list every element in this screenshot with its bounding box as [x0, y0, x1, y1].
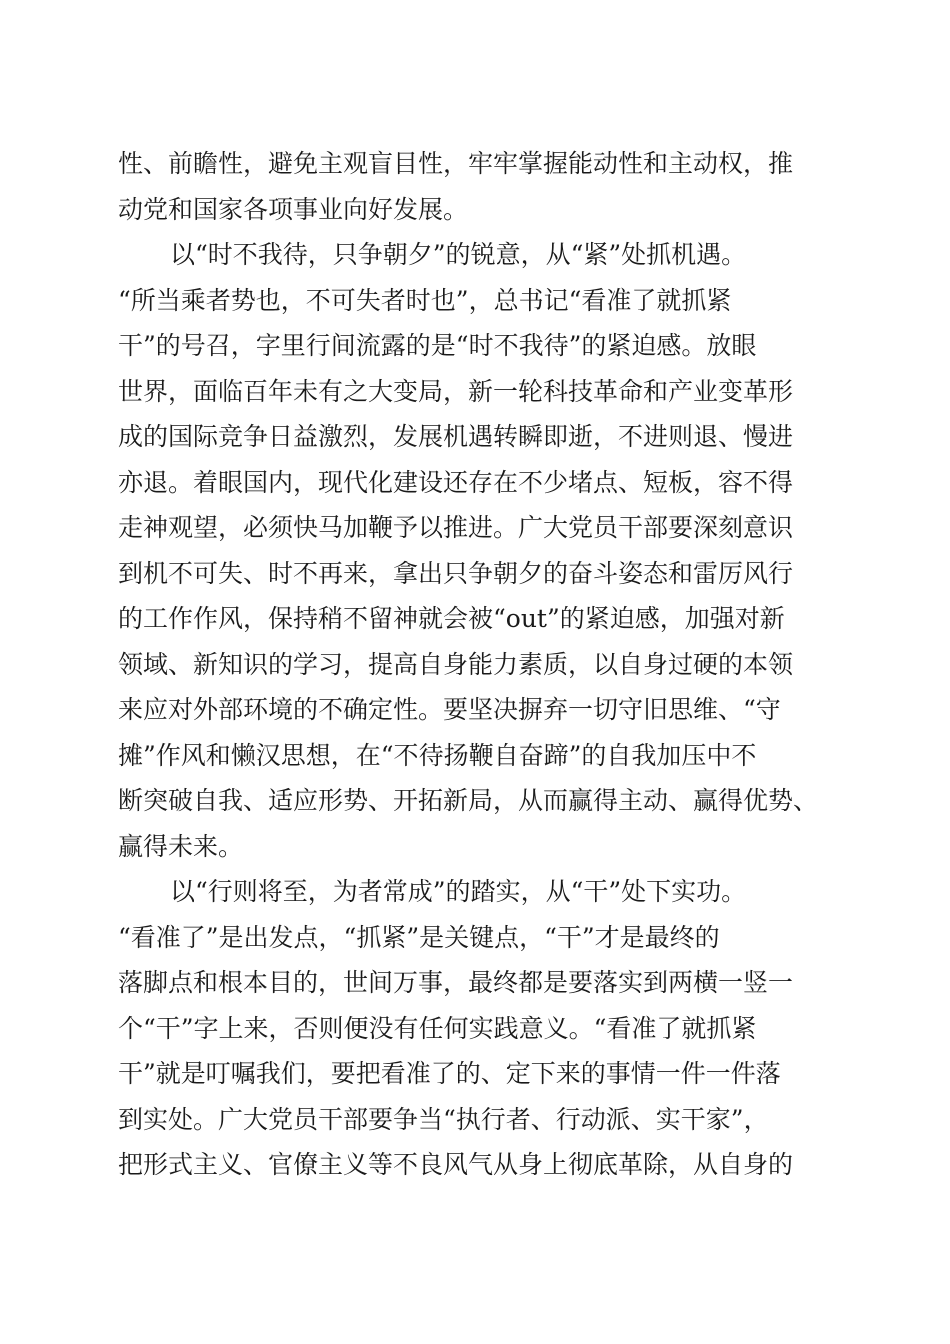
text-line: 把形式主义、官僚主义等不良风气从身上彻底革除，从自身的: [118, 1150, 794, 1179]
text-line: 干”的号召，字里行间流露的是“时不我待”的紧迫感。放眼: [118, 331, 757, 360]
text-line: 领域、新知识的学习，提高自身能力素质，以自身过硬的本领: [118, 649, 794, 679]
text-line: 以“时不我待，只争朝夕”的锐意，从“紧”处抓机遇。: [170, 240, 747, 269]
text-line: 赢得未来。: [118, 831, 244, 861]
text-line: “所当乘者势也，不可失者时也”，总书记“看准了就抓紧: [118, 285, 732, 315]
paragraph-hard-work: [118, 869, 838, 1188]
text-line: 到实处。广大党员干部要争当“执行者、行动派、实干家”，: [118, 1104, 769, 1134]
text-line: 断突破自我、适应形势、开拓新局，从而赢得主动、赢得优势、: [118, 786, 819, 815]
text-line: 干”就是叮嘱我们，要把看准了的、定下来的事情一件一件落: [118, 1059, 781, 1088]
text-line: 个“干”字上来，否则便没有任何实践意义。“看准了就抓紧: [118, 1013, 757, 1043]
text-line: 落脚点和根本目的，世间万事，最终都是要落实到两横一竖一: [118, 968, 794, 997]
paragraph-continuation: [118, 141, 838, 232]
text-line: 亦退。着眼国内，现代化建设还存在不少堵点、短板，容不得: [118, 467, 794, 497]
text-line: “看准了”是出发点，“抓紧”是关键点，“干”才是最终的: [118, 922, 720, 952]
text-line: 来应对外部环境的不确定性。要坚决摒弃一切守旧思维、“守: [118, 695, 781, 724]
paragraph-seize-opportunity: [118, 232, 838, 869]
text-line: 以“行则将至，为者常成”的踏实，从“干”处下实功。: [170, 877, 747, 906]
text-line: 摊”作风和懒汉思想，在“不待扬鞭自奋蹄”的自我加压中不: [118, 740, 757, 770]
text-line: 性、前瞻性，避免主观盲目性，牢牢掌握能动性和主动权，推: [118, 149, 794, 178]
text-line: 成的国际竞争日益激烈，发展机遇转瞬即逝，不进则退、慢进: [118, 422, 794, 451]
document-body: [118, 141, 838, 1188]
text-line: 世界，面临百年未有之大变局，新一轮科技革命和产业变革形: [118, 376, 794, 406]
text-line: 到机不可失、时不再来，拿出只争朝夕的奋斗姿态和雷厉风行: [118, 558, 794, 588]
text-line: 走神观望，必须快马加鞭予以推进。广大党员干部要深刻意识: [118, 513, 794, 542]
text-line: 的工作作风，保持稍不留神就会被“out”的紧迫感，加强对新: [118, 604, 785, 633]
text-line: 动党和国家各项事业向好发展。: [118, 194, 469, 224]
